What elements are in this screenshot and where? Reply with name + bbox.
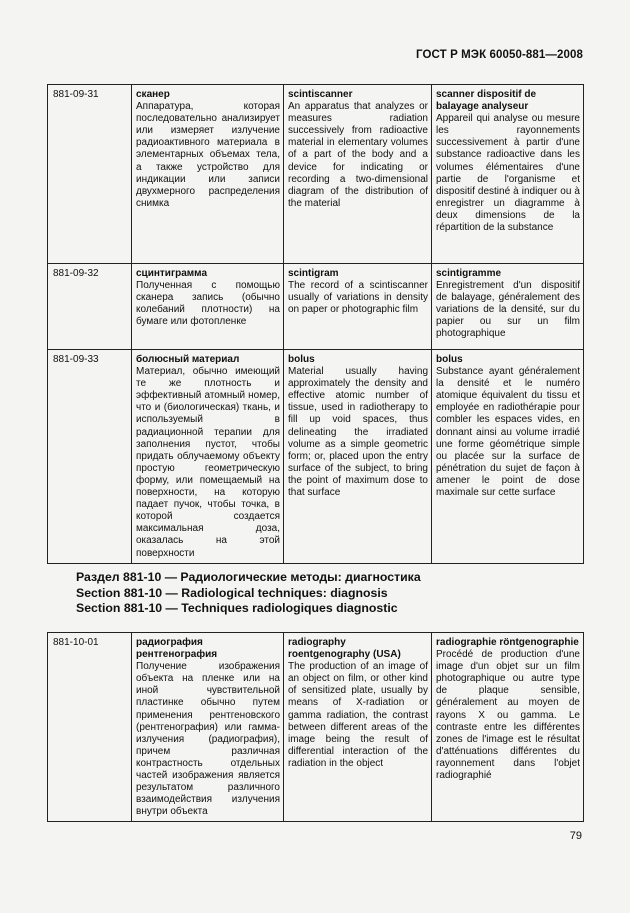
term-number: 881-10-01 bbox=[48, 633, 132, 822]
russian-term: сцинтиграмма bbox=[136, 268, 208, 279]
french-cell bbox=[432, 633, 584, 822]
french-cell bbox=[432, 350, 584, 564]
french-term: scanner dispositif de balayage analyseur bbox=[436, 89, 537, 113]
french-definition: Enregistrement d'un dispositif de balayage, généralement des variations de la densité, sur du papier ou sur un film photographique bbox=[436, 280, 580, 340]
french-definition: Appareil qui analyse ou mesure les rayonnements successivement à partir d'une substance radioactive dans les volumes élémentaires d'une partie de l'organisme et dispositif destiné à indiquer ou à enregistrer un diagramme à deux dimensions de la répartition de la substance bbox=[436, 113, 580, 234]
section-heading bbox=[76, 570, 421, 617]
english-cell bbox=[284, 350, 432, 564]
english-cell bbox=[284, 633, 432, 822]
table-row bbox=[48, 85, 584, 264]
term-number: 881-09-32 bbox=[48, 264, 132, 350]
french-cell bbox=[432, 264, 584, 350]
russian-definition: Полученная с помощью сканера запись (обычно колебаний плотности) на бумаге или фотопленке bbox=[136, 280, 280, 328]
section-heading-ru: Раздел 881-10 — Радиологические методы: диагностика bbox=[76, 570, 421, 584]
term-number: 881-09-31 bbox=[48, 85, 132, 264]
english-cell bbox=[284, 264, 432, 350]
russian-cell bbox=[132, 85, 284, 264]
english-definition: The record of a scintiscanner usually of variations in density on paper or photographic film bbox=[288, 280, 428, 316]
russian-term: радиография рентгенография bbox=[136, 637, 218, 661]
russian-cell bbox=[132, 350, 284, 564]
french-term: bolus bbox=[436, 354, 463, 365]
table-row bbox=[48, 264, 584, 350]
english-term: scintigram bbox=[288, 268, 339, 279]
french-cell bbox=[432, 85, 584, 264]
french-term: radiographie röntgenographie bbox=[436, 637, 579, 648]
terms-table-881-09 bbox=[47, 84, 584, 564]
english-cell bbox=[284, 85, 432, 264]
french-definition: Substance ayant généralement la densité et le numéro atomique équivalent du tissu et employée en radiothérapie pour combler les espaces vides, en donnant ainsi au volume irradié une forme géométrique simple ou placée sur la surface de pénétration du sujet de façon à amener le point de dose maximale sur cette surface bbox=[436, 366, 580, 499]
terms-table-881-10 bbox=[47, 632, 584, 822]
russian-definition: Аппаратура, которая последовательно анализирует или измеряет излучение радиоактивного материала в элементарных объемах тела, а также устройство для индикации или записи двухмерного распределения снимка bbox=[136, 101, 280, 209]
russian-definition: Получение изображения объекта на пленке или на иной чувствительной пластинке обычно путем применения рентгеновского (рентгенография) или гамма-излучения (радиография), причем различная контрастность отдельных частей изображения является результатом различного взаимодействия излучения внутри объекта bbox=[136, 661, 280, 818]
russian-term: сканер bbox=[136, 89, 170, 100]
english-definition: An apparatus that analyzes or measures radiation successively from radioactive material in elementary volumes of a part of the body and a device for indicating or recording a two-dimensional diagram of the distribution of the material bbox=[288, 101, 428, 209]
english-term: scintiscanner bbox=[288, 89, 353, 100]
table-row bbox=[48, 633, 584, 822]
russian-term: болюсный материал bbox=[136, 354, 240, 365]
table-row bbox=[48, 350, 584, 564]
document-header: ГОСТ Р МЭК 60050-881—2008 bbox=[416, 49, 583, 61]
english-term: radiography roentgenography (USA) bbox=[288, 637, 401, 661]
french-definition: Procédé de production d'une image d'un objet sur un film photographique ou autre type de plaque sensible, généralement au moyen de rayons X ou gamma. Le contraste entre les différentes zones de l'image est le résultat d'atténuations différentes du rayonnement dans l'objet radiographié bbox=[436, 649, 580, 782]
english-definition: The production of an image of an object on film, or other kind of sensitized plate, usually by means of X-radiation or gamma radiation, the contrast between different areas of the image being the result of differential interaction of the radiation in the object bbox=[288, 661, 428, 769]
russian-cell bbox=[132, 633, 284, 822]
english-term: bolus bbox=[288, 354, 315, 365]
russian-definition: Материал, обычно имеющий те же плотность и эффективный атомный номер, что и (биологическая) ткань, и используемый в радиационной терапии для заполнения пустот, чтобы придать облучаемому объекту простую геометрическую форму, или помещаемый на поверхности, на которую падает пучок, чтобы точка, в которой создается максимальная доза, оказалась на этой поверхности bbox=[136, 366, 280, 559]
section-heading-en: Section 881-10 — Radiological techniques: diagnosis bbox=[76, 585, 388, 600]
section-heading-fr: Section 881-10 — Techniques radiologiques diagnostic bbox=[76, 601, 398, 615]
english-definition: Material usually having approximately the density and effective atomic number of tissue, used in radiotherapy to fill up void spaces, thus delineating the irradiated volume as a simple geometric form; or, placed upon the entry surface of the subject, to bring the point of maximum dose to that surface bbox=[288, 366, 428, 499]
term-number: 881-09-33 bbox=[48, 350, 132, 564]
french-term: scintigramme bbox=[436, 268, 502, 279]
russian-cell bbox=[132, 264, 284, 350]
page-number: 79 bbox=[569, 830, 582, 842]
